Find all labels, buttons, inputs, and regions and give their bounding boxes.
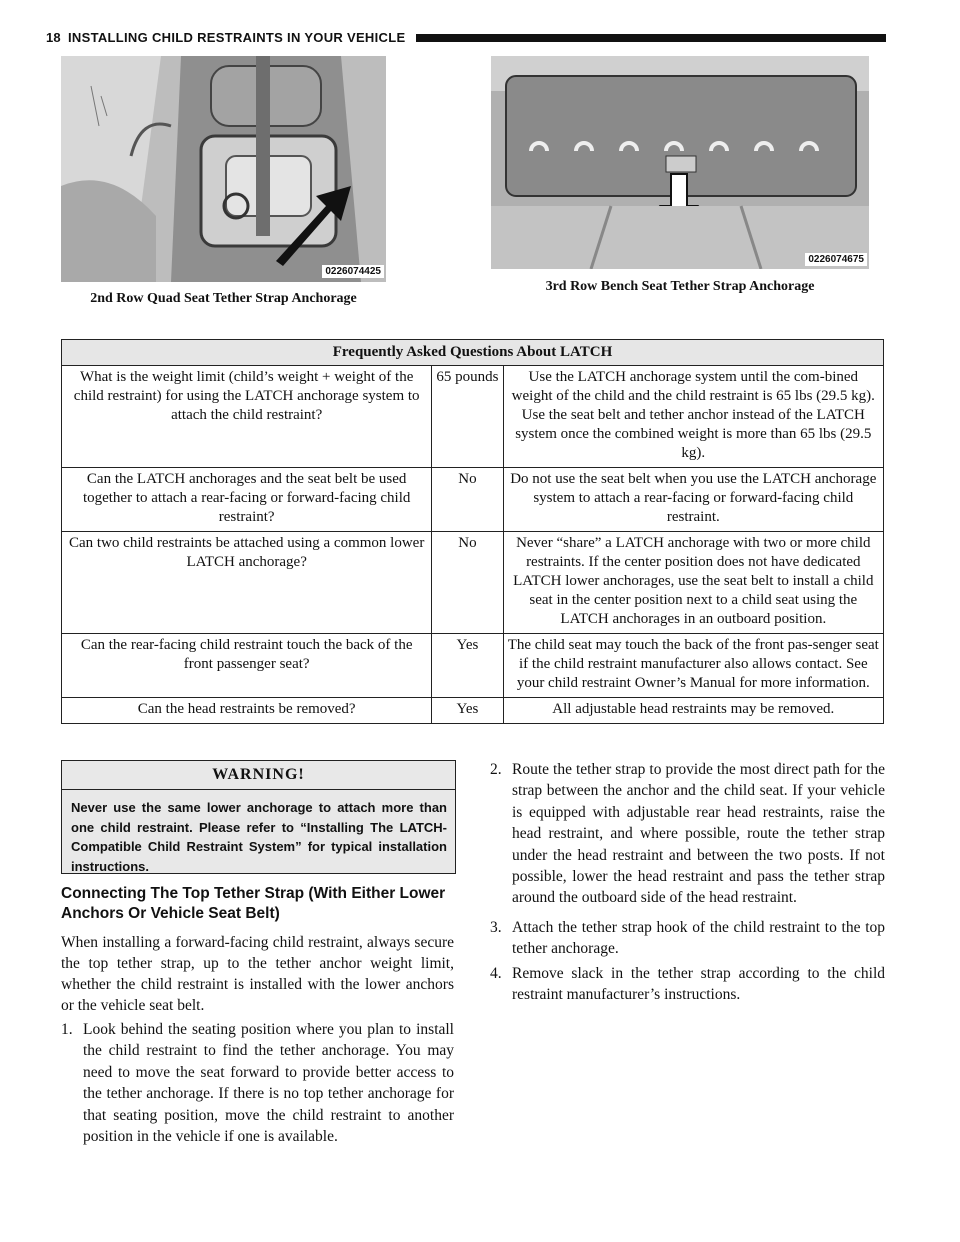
list-item xyxy=(490,759,885,909)
detail-cell: Never “share” a LATCH anchorage with two or more child restraints. If the center position does not have dedicated LATCH lower anchorages, use the seat belt to install a child seat in the center position next to a child seat using the LATCH anchorages in an outboard position. xyxy=(503,532,883,634)
section-intro: When installing a forward-facing child restraint, always secure the top tether strap, up to the tether anchor weight limit, whether the child restraint is installed with the lower anchors or the vehicle seat belt. xyxy=(61,934,454,1014)
table-row xyxy=(62,634,884,698)
detail-cell: Use the LATCH anchorage system until the com-bined weight of the child and the child restraint is 65 lbs (29.5 kg). Use the seat belt and tether anchor instead of the LATCH system once the combined weight is more than 65 lbs (29.5 kg). xyxy=(503,366,883,468)
answer-cell: Yes xyxy=(432,634,503,698)
figure-caption: 3rd Row Bench Seat Tether Strap Anchorage xyxy=(545,279,815,294)
answer-cell: No xyxy=(432,468,503,532)
answer-cell: No xyxy=(432,532,503,634)
warning-text: Never use the same lower anchorage to attach more than one child restraint. Please refer to “Installing The LATCH-Compatible Child Restraint System” for typical installation instructions. xyxy=(71,800,447,874)
list-item xyxy=(61,1019,454,1147)
warning-box xyxy=(61,760,456,874)
latch-faq-table xyxy=(61,339,884,724)
figure-2nd-row-photo xyxy=(61,56,386,282)
figure-3rd-row-photo xyxy=(491,56,869,269)
question-cell: Can the rear-facing child restraint touch the back of the front passenger seat? xyxy=(62,634,432,698)
page-header xyxy=(46,26,886,52)
detail-cell: Do not use the seat belt when you use the LATCH anchorage system to attach a rear-facing or forward-facing child restraint. xyxy=(503,468,883,532)
question-cell: What is the weight limit (child’s weight + weight of the child restraint) for using the LATCH anchorage system to attach the child restraint? xyxy=(62,366,432,468)
step-text: Attach the tether strap hook of the child restraint to the top tether anchorage. xyxy=(512,919,885,958)
step-number: 2. xyxy=(490,761,502,778)
figure-code: 0226074425 xyxy=(322,265,384,278)
step-number: 4. xyxy=(490,965,502,982)
answer-cell: Yes xyxy=(432,698,503,724)
step-text: Look behind the seating position where you plan to install the child restraint to find the tether anchorage. You may need to move the seat forward to provide better access to the tether anchorage. If there is no top tether anchorage for that seating position, move the child restraint to another position in the vehicle if one is available. xyxy=(83,1021,454,1146)
list-item xyxy=(490,963,885,1006)
question-cell: Can two child restraints be attached using a common lower LATCH anchorage? xyxy=(62,532,432,634)
step-text: Remove slack in the tether strap according to the child restraint manufacturer’s instructions. xyxy=(512,965,885,1004)
question-cell: Can the head restraints be removed? xyxy=(62,698,432,724)
table-heading: Frequently Asked Questions About LATCH xyxy=(62,340,884,366)
page-number: 18 xyxy=(46,30,61,45)
figure-caption: 2nd Row Quad Seat Tether Strap Anchorage xyxy=(90,291,357,306)
table-row xyxy=(62,468,884,532)
figure-code: 0226074675 xyxy=(805,253,867,266)
step-number: 3. xyxy=(490,919,502,936)
step-number: 1. xyxy=(61,1021,73,1038)
section-heading: Connecting The Top Tether Strap (With Either Lower Anchors Or Vehicle Seat Belt) xyxy=(61,885,446,922)
table-row xyxy=(62,532,884,634)
table-row xyxy=(62,366,884,468)
question-cell: Can the LATCH anchorages and the seat belt be used together to attach a rear-facing or forward-facing child restraint? xyxy=(62,468,432,532)
table-row xyxy=(62,698,884,724)
list-item xyxy=(490,917,885,960)
answer-cell: 65 pounds xyxy=(432,366,503,468)
detail-cell: All adjustable head restraints may be removed. xyxy=(503,698,883,724)
header-rule xyxy=(416,34,886,42)
step-text: Route the tether strap to provide the most direct path for the strap between the anchor and the child seat. If your vehicle is equipped with adjustable rear head restraints, raise the head restraint, and where possible, route the tether strap under the head restraint and between the two posts. If not possible, lower the head restraint and pass the tether strap around the outboard side of the head restraint. xyxy=(512,761,885,907)
running-title: INSTALLING CHILD RESTRAINTS IN YOUR VEHICLE xyxy=(68,30,406,45)
warning-title: WARNING! xyxy=(62,761,455,790)
detail-cell: The child seat may touch the back of the front pas-senger seat if the child restraint manufacturer also allows contact. See your child restraint Owner’s Manual for more information. xyxy=(503,634,883,698)
